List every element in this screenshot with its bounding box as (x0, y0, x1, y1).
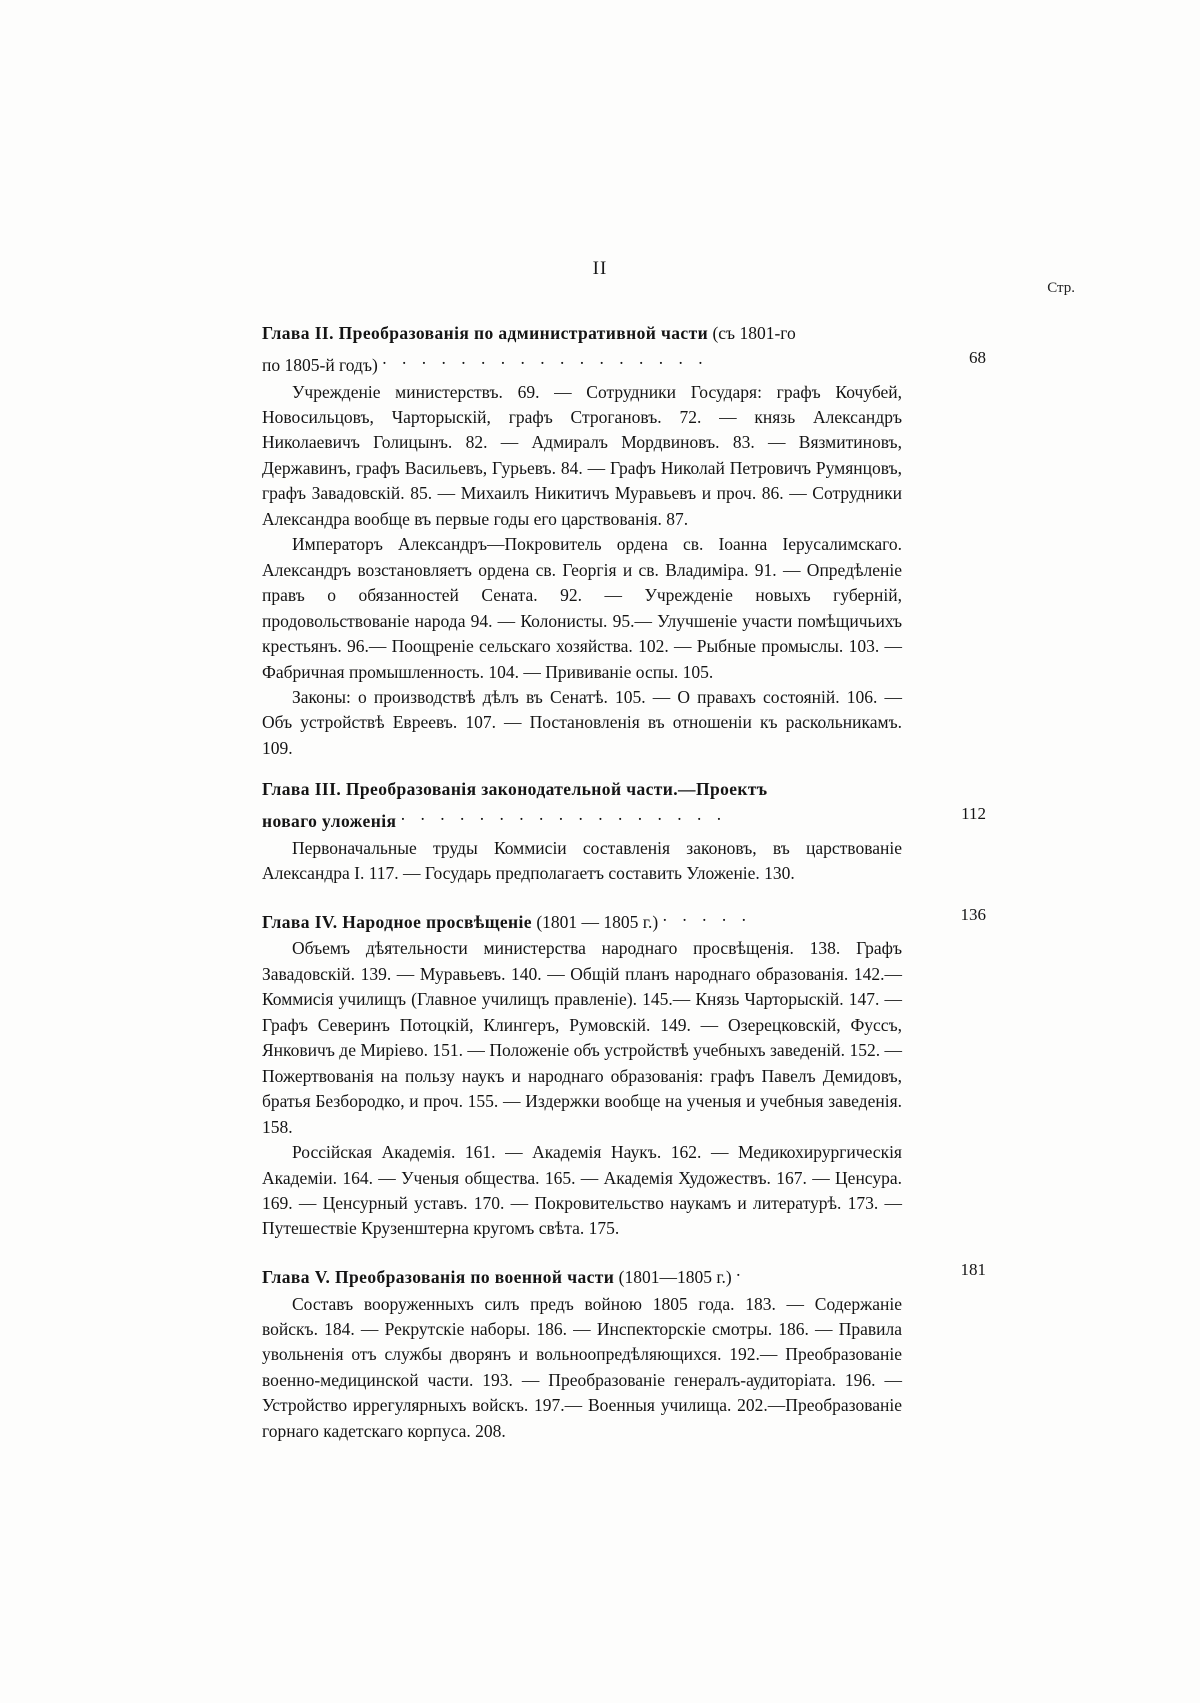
toc-chapter-title: Глава III. Преобразованія законодательной части.—Проектъ (262, 779, 768, 800)
toc-entry-detail: Объемъ дѣятельности министерства народнаго просвѣщенія. 138. Графъ Завадовскій. 139. — Муравьевъ. 140. — Общій планъ народнаго образованія. 142.—Коммисія училищъ (Главное училищъ правленіе). 145.— Князь Чарторыскій. 147. — Графъ Северинъ Потоцкій, Клингеръ, Румовскій. 149. — Озерецковскій, Фуссъ, Янковичъ де Миріево. 151. — Положеніе объ устройствѣ учебныхъ заведеній. 152. — Пожертвованія на пользу наукъ и народнаго образованія: графъ Павелъ Демидовъ, братья Безбородко, и проч. 155. — Издержки вообще на ученыя и учебныя заведенія. 158. (262, 938, 902, 1137)
toc-entry-heading (262, 1258, 986, 1290)
toc-chapter-title: Глава II. Преобразованія по административной части (262, 323, 709, 343)
toc-entry-detail: Императоръ Александръ—Покровитель ордена св. Іоанна Іерусалимскаго. Александръ возстановляетъ ордена св. Георгія и св. Владиміра. 91. — Опредѣленіе правъ о обязанностей Сената. 92. — Учрежденіе новыхъ губерній, продовольствованіе народа 94. — Колонисты. 95.— Улучшеніе участи помѣщичьихъ крестьянъ. 96.— Поощреніе сельскаго хозяйства. 102. — Рыбные промыслы. 103. — Фабричная промышленность. 104. — Прививаніе оспы. 105. (262, 534, 902, 682)
toc-entry (262, 1258, 986, 1444)
toc-chapter-subtitle: (съ 1801-го (708, 323, 796, 343)
toc-entry-heading (262, 903, 986, 935)
toc-entry-heading (262, 321, 902, 346)
table-of-contents (262, 305, 986, 1444)
toc-entry (262, 903, 986, 1242)
toc-chapter-title: Глава V. Преобразованія по военной части (262, 1266, 615, 1287)
leader-dots: . (736, 1259, 746, 1280)
toc-entry-detail: Учрежденіе министерствъ. 69. — Сотрудники Государя: графъ Кочубей, Новосильцовъ, Чарторыскій, графъ Строгановъ. 72. — князь Александръ Николаевичъ Голицынъ. 82. — Адмиралъ Мордвиновъ. 83. — Вязмитиновъ, Державинъ, графъ Васильевъ, Гурьевъ. 84. — Графъ Николай Петровичъ Румянцовъ, графъ Завадовскій. 85. — Михаилъ Никитичъ Муравьевъ и проч. 86. — Сотрудники Александра вообще въ первые годы его царствованія. 87. (262, 381, 902, 529)
toc-page-number: 68 (969, 347, 986, 367)
toc-entry-heading-cont (262, 346, 986, 378)
leader-dots: . . . . . . . . . . . . . . . . . (400, 804, 727, 825)
toc-entry (262, 321, 986, 761)
toc-entry-detail: Первоначальные труды Коммисіи составленія законовъ, въ царствованіе Александра I. 117. — Государь предполагаетъ составить Уложеніе. 130. (262, 837, 902, 884)
toc-chapter-title-cont: новаго уложенія (262, 811, 397, 832)
column-header-pages: Стр. (1047, 280, 1075, 296)
toc-entry-heading-cont (262, 802, 986, 834)
leader-dots: . . . . . (662, 904, 752, 925)
toc-entry-detail: Составъ вооруженныхъ силъ предъ войною 1805 года. 183. — Содержаніе войскъ. 184. — Рекрутскіе наборы. 186. — Инспекторскіе смотры. 186. — Правила увольненія отъ службы дворянъ и вольноопредѣляющихся. 192.— Преобразованіе военно-медицинской части. 193. — Преобразованіе генералъ-аудиторіата. 196. — Устройство иррегулярныхъ войскъ. 197.— Военныя училища. 202.—Преобразованіе горнаго кадетскаго корпуса. 208. (262, 1293, 902, 1441)
toc-entry (262, 777, 986, 886)
toc-entry-detail: Законы: о производствѣ дѣлъ въ Сенатѣ. 105. — О правахъ состояній. 106. — Объ устройствѣ Евреевъ. 107. — Постановленія въ отношеніи къ раскольникамъ. 109. (262, 686, 902, 758)
toc-entry-heading (262, 777, 902, 802)
page-folio: II (592, 258, 608, 279)
toc-chapter-title-cont: по 1805-й годъ) (262, 354, 378, 375)
leader-dots: . . . . . . . . . . . . . . . . . (382, 347, 709, 368)
toc-page-number: 136 (960, 904, 986, 924)
toc-chapter-subtitle: (1801 — 1805 г.) (531, 911, 659, 932)
toc-chapter-title: Глава IV. Народное просвѣщеніе (262, 911, 532, 932)
toc-chapter-subtitle: (1801—1805 г.) (614, 1266, 732, 1287)
toc-page-number: 112 (961, 804, 986, 824)
toc-entry-detail: Россійская Академія. 161. — Академія Наукъ. 162. — Медикохирургическія Академіи. 164. — Ученыя общества. 165. — Академія Художествъ. 167. — Ценсура. 169. — Ценсурный уставъ. 170. — Покровительство наукамъ и литературѣ. 173. — Путешествіе Крузенштерна кругомъ свѣта. 175. (262, 1142, 902, 1239)
toc-page-number: 181 (960, 1259, 986, 1279)
